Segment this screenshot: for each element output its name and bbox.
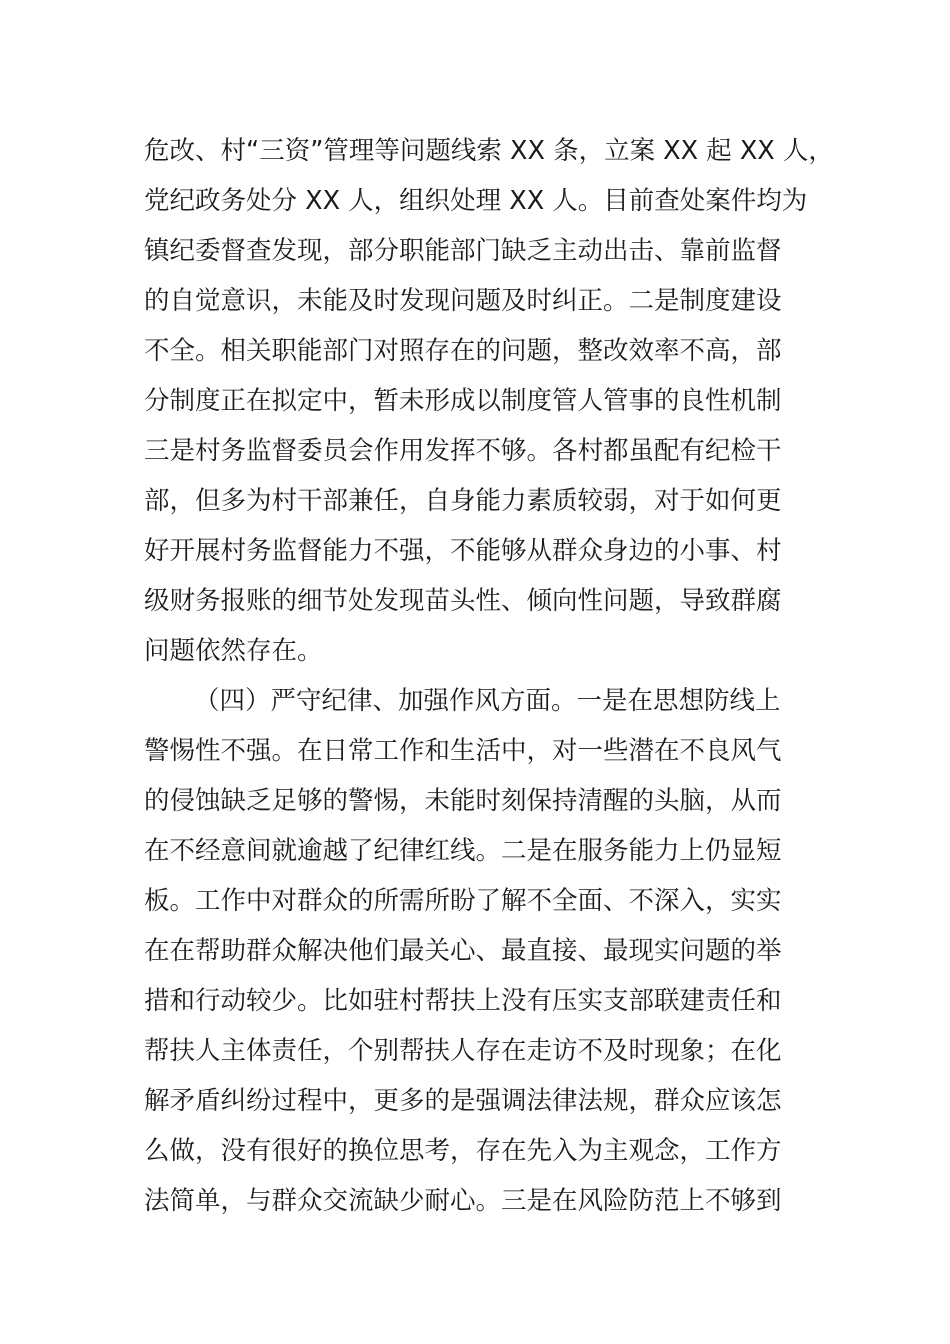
text-line: 的侵蚀缺乏足够的警惕，未能时刻保持清醒的头脑，从而 bbox=[144, 786, 782, 816]
text-line: 镇纪委督查发现，部分职能部门缺乏主动出击、靠前监督 bbox=[144, 236, 782, 266]
text-line: 法简单，与群众交流缺少耐心。三是在风险防范上不够到 bbox=[144, 1186, 782, 1216]
text-line: 党纪政务处分 XX 人，组织处理 XX 人。目前查处案件均为 bbox=[144, 186, 808, 216]
text-line: 三是村务监督委员会作用发挥不够。各村都虽配有纪检干 bbox=[144, 436, 782, 466]
text-line: 措和行动较少。比如驻村帮扶上没有压实支部联建责任和 bbox=[144, 986, 782, 1016]
document-body bbox=[144, 126, 844, 1226]
text-line: 不全。相关职能部门对照存在的问题，整改效率不高，部 bbox=[144, 336, 782, 366]
text-line: 警惕性不强。在日常工作和生活中，对一些潜在不良风气 bbox=[144, 736, 782, 766]
text-line: 板。工作中对群众的所需所盼了解不全面、不深入，实实 bbox=[144, 886, 782, 916]
text-line: 解矛盾纠纷过程中，更多的是强调法律法规，群众应该怎 bbox=[144, 1086, 782, 1116]
text-line: 部，但多为村干部兼任，自身能力素质较弱，对于如何更 bbox=[144, 486, 782, 516]
text-line: 好开展村务监督能力不强，不能够从群众身边的小事、村 bbox=[144, 536, 782, 566]
text-line: 危改、村“三资”管理等问题线索 XX 条，立案 XX 起 XX 人， bbox=[144, 136, 834, 166]
text-line: 级财务报账的细节处发现苗头性、倾向性问题，导致群腐 bbox=[144, 586, 782, 616]
text-line: 的自觉意识，未能及时发现问题及时纠正。二是制度建设 bbox=[144, 286, 782, 316]
text-line: 在在帮助群众解决他们最关心、最直接、最现实问题的举 bbox=[144, 936, 782, 966]
text-line: 分制度正在拟定中，暂未形成以制度管人管事的良性机制 bbox=[144, 386, 782, 416]
text-line: 么做，没有很好的换位思考，存在先入为主观念，工作方 bbox=[144, 1136, 782, 1166]
text-line: 问题依然存在。 bbox=[144, 636, 323, 666]
text-line: 帮扶人主体责任，个别帮扶人存在走访不及时现象；在化 bbox=[144, 1036, 782, 1066]
text-line: 在不经意间就逾越了纪律红线。二是在服务能力上仍显短 bbox=[144, 836, 782, 866]
section-heading-line: （四）严守纪律、加强作风方面。一是在思想防线上 bbox=[194, 686, 781, 716]
